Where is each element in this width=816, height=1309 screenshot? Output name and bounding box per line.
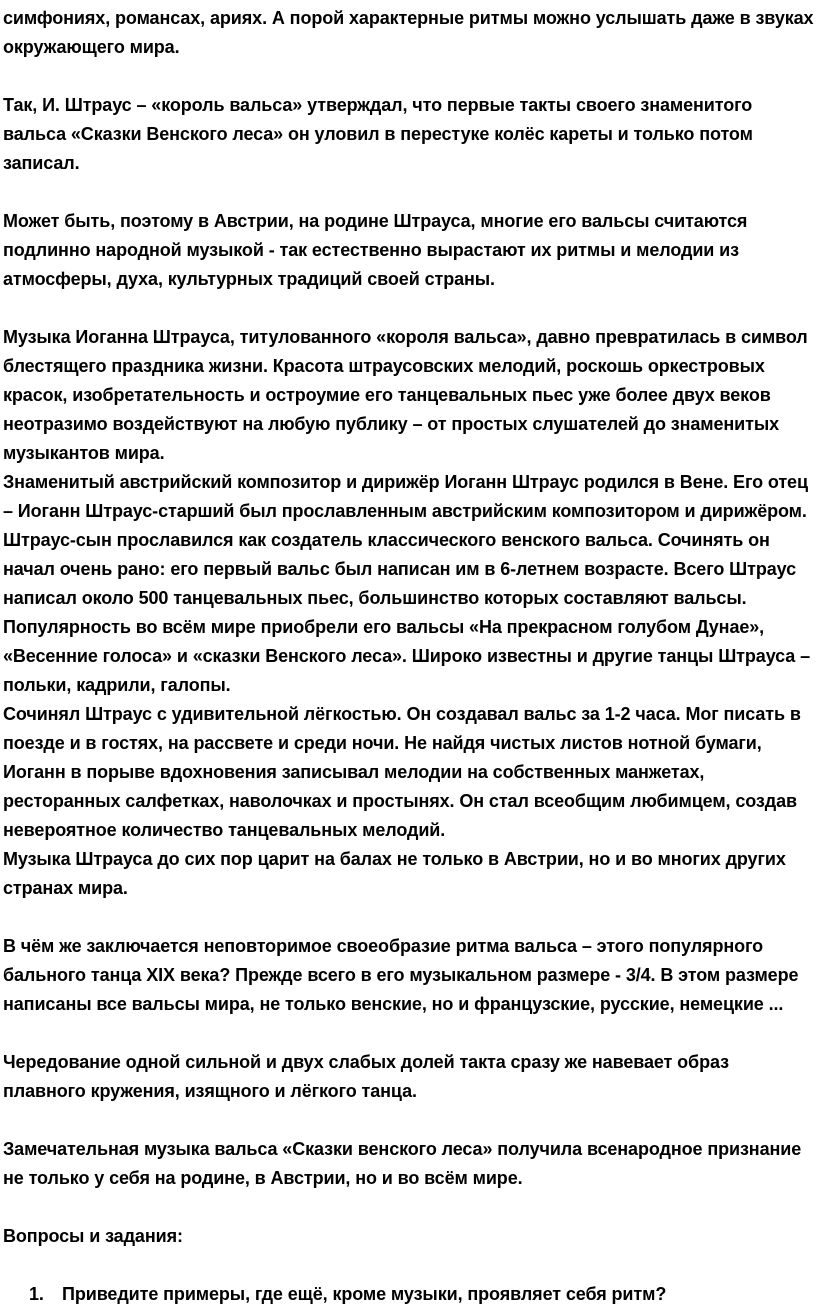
list-item-text: Приведите примеры, где ещё, кроме музыки, проявляет себя ритм? [62, 1284, 667, 1304]
questions-list [3, 1280, 816, 1309]
paragraph-strauss-king: Так, И. Штраус – «король вальса» утверждал, что первые такты своего знаменитого вальса «Сказки Венского леса» он уловил в перестуке колёс кареты и только потом записал. [3, 95, 753, 173]
list-item-number: 1. [29, 1284, 44, 1304]
paragraph-balls: Музыка Штрауса до сих пор царит на балах не только в Австрии, но и во многих других странах мира. [3, 849, 786, 898]
paragraph-austria: Может быть, поэтому в Австрии, на родине Штрауса, многие его вальсы считаются подлинно народной музыкой - так естественно вырастают их ритмы и мелодии из атмосферы, духа, культурных традиций своей страны. [3, 211, 748, 289]
questions-heading: Вопросы и задания: [3, 1226, 183, 1246]
paragraph-music-symbol: Музыка Иоганна Штрауса, титулованного «короля вальса», давно превратилась в символ блестящего праздника жизни. Красота штраусовских мелодий, роскошь оркестровых красок, изобретательность и остроумие его танцевальных пьес уже более двух веков неотразимо воздействуют на любую публику – от простых слушателей до знаменитых музыкантов мира. [3, 327, 808, 463]
paragraph-biography: Знаменитый австрийский композитор и дирижёр Иоганн Штраус родился в Вене. Его отец – Иоганн Штраус-старший был прославленным австрийским композитором и дирижёром. Штраус-сын прославился как создатель классического венского вальса. Сочинять он начал очень рано: его первый вальс был написан им в 6-летнем возрасте. Всего Штраус написал около 500 танцевальных пьес, большинство которых составляют вальсы. Популярность во всём мире приобрели его вальсы «На прекрасном голубом Дунае», «Весенние голоса» и «сказки Венского леса». Широко известны и другие танцы Штрауса – польки, кадрили, галопы. [3, 472, 811, 695]
paragraph-beats: Чередование одной сильной и двух слабых долей такта сразу же навевает образ плавного кружения, изящного и лёгкого танца. [3, 1052, 729, 1101]
paragraph-composing: Сочинял Штраус с удивительной лёгкостью. Он создавал вальс за 1-2 часа. Мог писать в поезде и в гостях, на рассвете и среди ночи. Не найдя чистых листов нотной бумаги, Иоганн в порыве вдохновения записывал мелодии на собственных манжетах, ресторанных салфетках, наволочках и простынях. Он стал всеобщим любимцем, создав невероятное количество танцевальных мелодий. [3, 704, 801, 840]
paragraph-waltz-rhythm: В чём же заключается неповторимое своеобразие ритма вальса – этого популярного бального танца XIX века? Прежде всего в его музыкальном размере - 3/4. В этом размере написаны все вальсы мира, не только венские, но и французские, русские, немецкие ... [3, 936, 799, 1014]
list-item [3, 1280, 816, 1309]
paragraph-intro: симфониях, романсах, ариях. А порой характерные ритмы можно услышать даже в звуках окружающего мира. [3, 8, 814, 57]
paragraph-vienna-woods: Замечательная музыка вальса «Сказки венского леса» получила всенародное признание не только у себя на родине, в Австрии, но и во всём мире. [3, 1139, 802, 1188]
